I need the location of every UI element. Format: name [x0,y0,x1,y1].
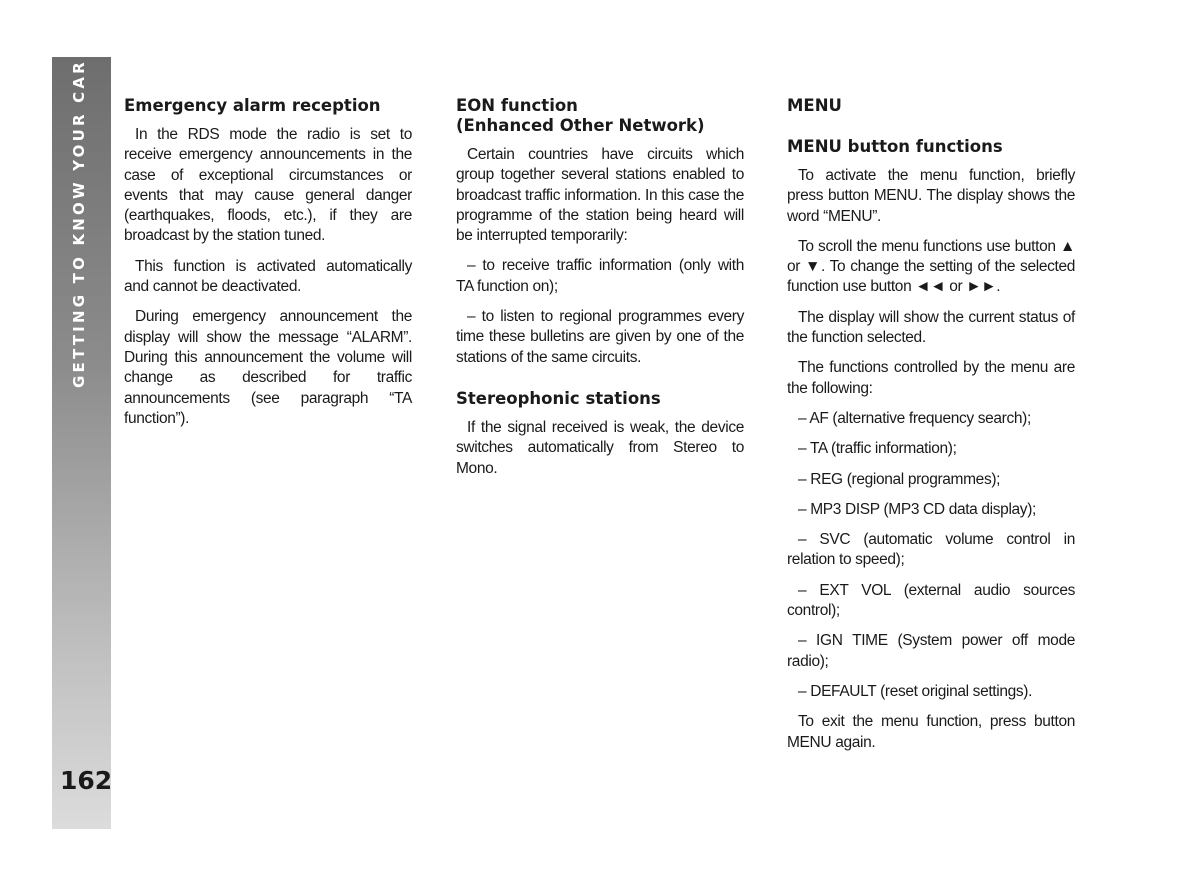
paragraph: Certain countries have circuits which group together several stations enabled to broadcast traffic information. In this case the programme of the station being heard will be interrupted temporarily: [456,146,744,245]
heading-eon-function [456,96,744,136]
section-title: GETTING TO KNOW YOUR CAR [70,59,88,388]
page-number: 162 [60,766,113,795]
column-eon-function [456,96,744,489]
heading-emergency-alarm: Emergency alarm reception [124,96,381,115]
paragraph: In the RDS mode the radio is set to receive emergency announcements in the case of exceptional circumstances or events that may cause general danger (earthquakes, floods, etc.), if they are broadcast by the station tuned. [124,126,412,245]
paragraph: If the signal received is weak, the device switches automatically from Stereo to Mono. [456,418,744,477]
column-emergency-alarm [124,96,412,439]
paragraph: To exit the menu function, press button MENU again. [787,713,1075,751]
list-item: – REG (regional programmes); [798,470,1001,488]
paragraph: The display will show the current status of the function selected. [787,308,1075,347]
list-item: – DEFAULT (reset original settings). [798,682,1033,700]
heading-line: (Enhanced Other Network) [456,116,705,135]
heading-menu-button-functions: MENU button functions [787,137,1003,156]
list-item: – MP3 DISP (MP3 CD data display); [798,500,1036,518]
list-item: – SVC (automatic volume control in relation to speed); [787,531,1075,569]
paragraph: The functions controlled by the menu are the following: [787,359,1075,397]
heading-stereophonic-stations: Stereophonic stations [456,388,661,408]
heading-menu: MENU [787,96,842,115]
list-item: – to receive traffic information (only with TA function on); [456,257,744,295]
list-item: – EXT VOL (external audio sources control); [787,581,1075,620]
paragraph: During emergency announcement the display will show the message “ALARM”. During this announcement the volume will change as described for traffic announcements (see paragraph “TA function”). [124,308,412,427]
list-item: – to listen to regional programmes every time these bulletins are given by one of the stations of the same circuits. [456,308,744,366]
heading-line: EON function [456,96,578,115]
column-menu [787,96,1075,763]
list-item: – IGN TIME (System power off mode radio); [787,632,1075,670]
paragraph: This function is activated automatically and cannot be deactivated. [124,257,412,296]
paragraph: To activate the menu function, briefly press button MENU. The display shows the word “MENU”. [787,167,1075,225]
paragraph: To scroll the menu functions use button ▲ or ▼. To change the setting of the selected function use button ◄◄ or ►►. [787,237,1075,296]
list-item: – TA (traffic information); [798,440,957,458]
list-item: – AF (alternative frequency search); [798,409,1031,427]
